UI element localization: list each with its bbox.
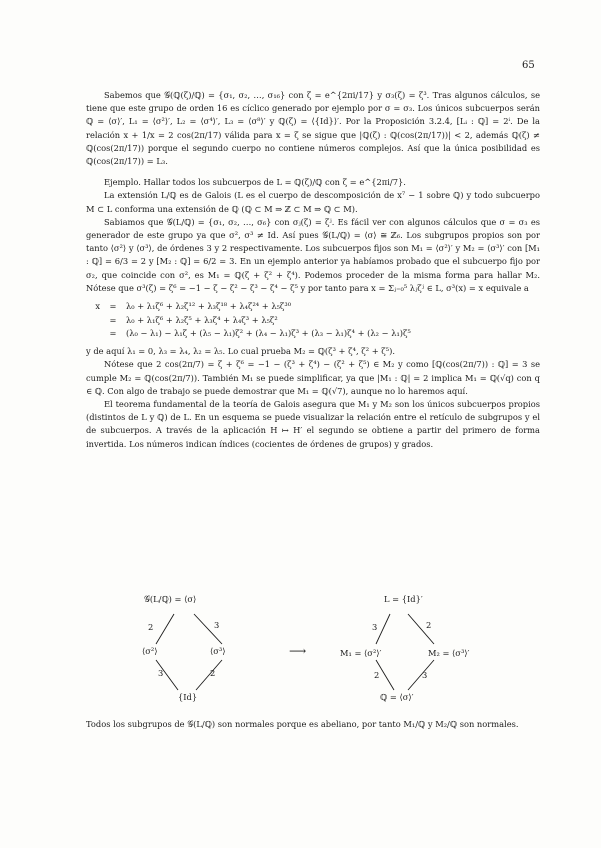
diagram-right-edge-label: 2 [426, 620, 432, 630]
edge-line [156, 614, 174, 644]
diagram-left-mid-right: ⟨σ³⟩ [210, 646, 226, 656]
diagram-left-bottom: {Id} [178, 692, 198, 702]
paragraph-conclusion: y de aquí λ₁ = 0, λ₃ = λ₄, λ₂ = λ₅. Lo cual prueba M₂ = ℚ(ζ³ + ζ⁴, ζ² + ζ⁵). [86, 346, 395, 357]
equation-rhs: λ₀ + λ₁ζ⁶ + λ₂ζ¹² + λ₃ζ¹⁸ + λ₄ζ²⁴ + λ₅ζ³⁰ [126, 301, 292, 312]
diagram-right-edge-label: 2 [374, 670, 380, 680]
edge-line [408, 660, 434, 690]
diagram-left-mid-left: ⟨σ²⟩ [142, 646, 158, 656]
example-title: Ejemplo. Hallar todos los subcuerpos de L = ℚ(ζ)/ℚ con ζ = e^{2πi/7}. [104, 177, 406, 188]
galois-correspondence-diagram [86, 592, 540, 710]
diagram-right-edge-label: 3 [372, 622, 378, 632]
text-body [86, 89, 540, 451]
diagram-left-edge-label: 2 [210, 668, 216, 678]
paragraph-fundamental-theorem: El teorema fundamental de la teoría de Galois asegura que M₁ y M₂ son los únicos subcuerpos propios (distintos de L y ℚ) de L. En un esquema se puede visualizar la relación entre el retículo de subgrupos y el de subcuerpos. A través de la aplicación H ↦ H′ el segundo se obtiene a partir del primero de forma invertida. Los números indican índices (cocientes de órdenes de grupos) y grados. [86, 399, 540, 449]
diagram-right-edge-label: 3 [422, 670, 428, 680]
equation-line [86, 300, 540, 313]
paragraph-galois-17: Sabemos que 𝒢(ℚ(ζ)/ℚ) = {σ₁, σ₂, …, σ₁₆} con ζ = e^{2πi/17} y σ₃(ζ) = ζ³. Tras algunos cálculos, se tiene que este grupo de orden 16 es cíclico generado por ejemplo por σ = σ₃. Los únicos subcuerpos serán ℚ = ⟨σ⟩′, L₁ = ⟨σ²⟩′, L₂ = ⟨σ⁴⟩′, L₃ = ⟨σ⁸⟩′ y ℚ(ζ) = ⟨{Id}⟩′. Por la Proposición 3.2.4, [Lᵢ : ℚ] = 2ⁱ. De la relación x + 1/x = 2 cos(2π/17) válida para x = ζ se sigue que |ℚ(ζ) : ℚ(cos(2π/17))| < 2, además ℚ(ζ) ≠ ℚ(cos(2π/17)) porque el segundo cuerpo no contiene números complejos. Así que la única posibilidad es ℚ(cos(2π/17)) = L₃. [86, 90, 540, 167]
equation-op: = [109, 327, 117, 338]
equation-lhs: x [95, 301, 100, 312]
diagram-left-top: 𝒢(L/ℚ) = ⟨σ⟩ [144, 594, 197, 604]
diagram-left-edge-label: 3 [158, 668, 164, 678]
equation-block [86, 300, 540, 340]
equation-line [86, 313, 540, 326]
correspondence-arrow-icon: ⟶ [289, 644, 307, 658]
edge-line [376, 614, 390, 644]
edge-line [196, 660, 222, 690]
paragraph-subgroups: Sabiamos que 𝒢(L/ℚ) = {σ₁, σ₂, …, σ₆} con σⱼ(ζ) = ζʲ. Es fácil ver con algunos cálculos que σ = σ₃ es generador de este grupo ya que σ², σ³ ≠ Id. Así pues 𝒢(L/ℚ) = ⟨σ⟩ ≅ ℤ₆. Los subgrupos propios son por tanto ⟨σ²⟩ y ⟨σ³⟩, de órdenes 3 y 2 respectivamente. Los subcuerpos fijos son M₁ = ⟨σ²⟩′ y M₂ = ⟨σ³⟩′ con [M₁ : ℚ] = 6/3 = 2 y [M₂ : ℚ] = 6/2 = 3. En un ejemplo anterior ya habíamos probado que el subcuerpo fijo por σ₂, que coincide con σ², es M₁ = ℚ(ζ + ζ² + ζ⁴). Podemos proceder de la misma forma para hallar M₂. Nótese que σ³(ζ) = ζ⁶ = −1 − ζ − ζ² − ζ³ − ζ⁴ − ζ⁵ y por tanto para x = Σⱼ₌₀⁵ λⱼζʲ ∈ L, σ³(x) = x equivale a [86, 216, 540, 293]
paragraph-final: Todos los subgrupos de 𝒢(L/ℚ) son normales porque es abeliano, por tanto M₁/ℚ y M₂/ℚ son normales. [86, 719, 519, 729]
paragraph-cosine: Nótese que 2 cos(2π/7) = ζ + ζ⁶ = −1 − (ζ³ + ζ⁴) − (ζ² + ζ⁵) ∈ M₂ y como [ℚ(cos(2π/7)) : ℚ] = 3 se cumple M₂ = ℚ(cos(2π/7)). También M₁ se puede simplificar, ya que |M₁ : ℚ| = 2 implica M₁ = ℚ(√q) con q ∈ ℚ. Con algo de trabajo se puede demostrar que M₁ = ℚ(√7), aunque no lo haremos aquí. [86, 359, 540, 396]
paragraph-extension: La extensión L/ℚ es de Galois (L es el cuerpo de descomposición de x⁷ − 1 sobre ℚ) y todo subcuerpo M ⊂ L conforma una extensión de ℚ (ℚ ⊂ M ⇒ ℤ ⊂ M ⇒ ℚ ⊂ M). [86, 190, 540, 214]
diagram-right-top: L = {Id}′ [384, 594, 423, 604]
page-number: 65 [522, 60, 535, 71]
diagram-left-edge-label: 3 [214, 620, 220, 630]
equation-op: = [109, 314, 117, 325]
equation-line [86, 327, 540, 340]
equation-rhs: λ₀ + λ₁ζ⁶ + λ₂ζ⁵ + λ₃ζ⁴ + λ₄ζ³ + λ₅ζ² [126, 314, 278, 325]
equation-op: = [109, 301, 117, 312]
diagram-right-mid-right: M₂ = ⟨σ³⟩′ [428, 648, 470, 658]
diagram-left-edge-label: 2 [148, 622, 154, 632]
diagram-right-mid-left: M₁ = ⟨σ²⟩′ [340, 648, 382, 658]
equation-rhs: (λ₀ − λ₁) − λ₁ζ + (λ₅ − λ₁)ζ² + (λ₄ − λ₁)ζ³ + (λ₃ − λ₁)ζ⁴ + (λ₂ − λ₁)ζ⁵ [126, 327, 411, 338]
diagram-right-bottom: ℚ = ⟨σ⟩′ [380, 692, 414, 702]
